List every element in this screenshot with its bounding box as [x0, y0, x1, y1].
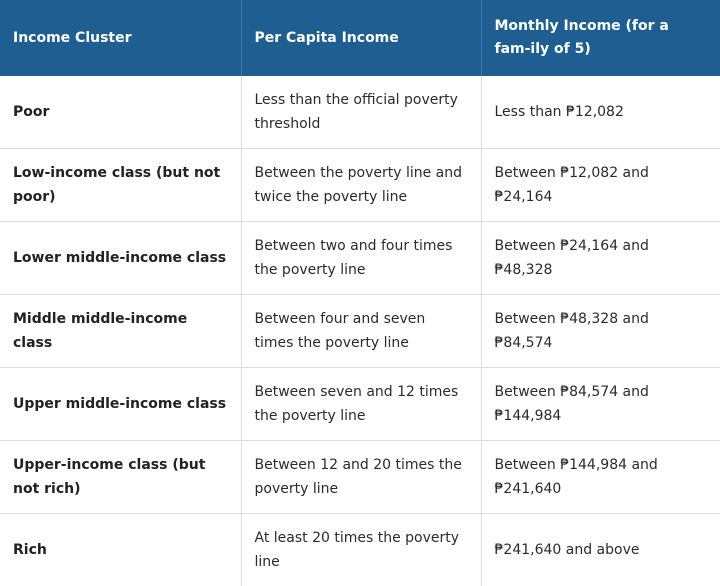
- table-header-row: [0, 0, 720, 76]
- cell-monthly: Between ₱12,082 and ₱24,164: [481, 149, 720, 222]
- cell-cluster: Middle middle-income class: [0, 295, 241, 368]
- cell-monthly: Between ₱144,984 and ₱241,640: [481, 441, 720, 514]
- cell-per-capita: At least 20 times the poverty line: [241, 514, 481, 586]
- header-income-cluster: Income Cluster: [0, 0, 241, 76]
- cell-monthly: Between ₱48,328 and ₱84,574: [481, 295, 720, 368]
- cell-cluster: Low-income class (but not poor): [0, 149, 241, 222]
- header-monthly-income: Monthly Income (for a fam-ily of 5): [481, 0, 720, 76]
- cell-cluster: Lower middle-income class: [0, 222, 241, 295]
- cell-per-capita: Between 12 and 20 times the poverty line: [241, 441, 481, 514]
- table-row: [0, 149, 720, 222]
- table-row: [0, 368, 720, 441]
- table-row: [0, 514, 720, 586]
- cell-per-capita: Between four and seven times the poverty line: [241, 295, 481, 368]
- cell-monthly: Between ₱84,574 and ₱144,984: [481, 368, 720, 441]
- cell-cluster: Rich: [0, 514, 241, 586]
- cell-cluster: Poor: [0, 76, 241, 149]
- cell-per-capita: Between seven and 12 times the poverty line: [241, 368, 481, 441]
- cell-per-capita: Less than the official poverty threshold: [241, 76, 481, 149]
- table-row: [0, 76, 720, 149]
- cell-monthly: ₱241,640 and above: [481, 514, 720, 586]
- header-per-capita-income: Per Capita Income: [241, 0, 481, 76]
- cell-cluster: Upper-income class (but not rich): [0, 441, 241, 514]
- cell-per-capita: Between the poverty line and twice the poverty line: [241, 149, 481, 222]
- cell-per-capita: Between two and four times the poverty line: [241, 222, 481, 295]
- cell-cluster: Upper middle-income class: [0, 368, 241, 441]
- table-row: [0, 222, 720, 295]
- table-row: [0, 441, 720, 514]
- table-row: [0, 295, 720, 368]
- cell-monthly: Less than ₱12,082: [481, 76, 720, 149]
- cell-monthly: Between ₱24,164 and ₱48,328: [481, 222, 720, 295]
